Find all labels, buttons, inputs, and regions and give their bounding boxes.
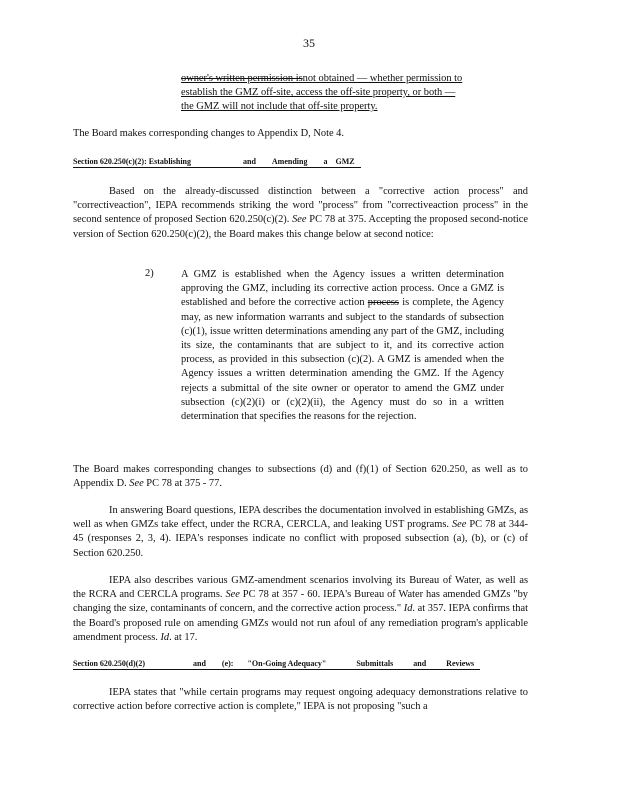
citation-see: See: [292, 214, 307, 226]
citation-id: Id: [160, 631, 170, 643]
heading-word-e: (e):: [221, 659, 234, 668]
citation-id: Id: [403, 603, 413, 615]
heading-word-gmz: GMZ: [335, 157, 355, 166]
heading-word-submittals: Submittals: [356, 659, 394, 668]
citation-see: See: [451, 519, 467, 531]
section-heading-620-250-d-2: [73, 659, 480, 670]
carryover-rule-text: [181, 72, 504, 115]
carryover-line-1: [181, 72, 504, 86]
heading-word-reviews: Reviews: [446, 659, 475, 668]
paragraph-iepa-states: IEPA states that "while certain programs may request ongoing adequacy demonstrations relative to corrective action before corrective action is complete," IEPA is not proposing "such a: [73, 687, 528, 713]
heading-word-amending: Amending: [271, 157, 308, 166]
struck-word-process: process: [367, 297, 399, 309]
citation-see: See: [129, 478, 144, 490]
heading-section: Section 620.250(d)(2): [73, 659, 145, 668]
heading-word-a: a: [323, 157, 328, 166]
paragraph-iepa-describes: IEPA also describes various GMZ-amendment scenarios involving its Bureau of Water, as well as the RCRA and CERCLA programs. See PC 78 at 357 - 60. IEPA's Bureau of Water has amended GMZs "by changing the size, contaminants of concern, and the corrective action process." Id. at 357. IEPA confirms that the Board's proposed rule on amending GMZs would not run afoul of any remediation program's applicable amendment process. Id. at 17.: [73, 575, 528, 643]
section-heading-620-250-c-2: [73, 157, 361, 168]
paragraph-answering-questions: In answering Board questions, IEPA describes the documentation involved in establishing GMZs, as well as when GMZs take effect, under the RCRA, CERCLA, and leaking UST programs. See PC 78 at 344-45 (responses 2, 3, 4). IEPA's responses indicate no conflict with proposed subsection (a), (b), or (c) of Section 620.250.: [73, 505, 528, 559]
list-item-rule-text: A GMZ is established when the Agency issues a written determination approving the GMZ, including its corrective action process. Once a GMZ is established and before the corrective action process is complete, the Agency may, as new information warrants and subject to the standards of subsection (c)(1), issue written determinations amending any part of the GMZ, including its size, the contaminants that are subject to it, and its corrective action process, as provided in this subsection (c)(2). A GMZ is amended when the Agency issues a written determination amending the GMZ. If the Agency rejects a submittal of the site owner or operator to amend the GMZ under subsection (c)(2)(i) or (c)(2)(ii), the Agency must do so in a written determination that specifies the reasons for the rejection.: [181, 269, 504, 423]
paragraph-based-on-distinction: Based on the already-discussed distinction between a "corrective action process" and "correctiveaction", IEPA recommends striking the word "process" from "correctiveaction process" in the second sentence of proposed Section 620.250(c)(2). See PC 78 at 375. Accepting the proposed second-notice version of Section 620.250(c)(2), the Board makes this change below at second notice:: [73, 186, 528, 240]
heading-section: Section 620.250(c)(2): Establishing: [73, 157, 191, 166]
heading-title: "On-Going Adequacy": [247, 659, 327, 668]
carryover-line-3: the GMZ will not include that off-site property.: [181, 101, 378, 113]
carryover-text: not obtained — whether permission to: [302, 73, 463, 84]
paragraph-board-appendix-note: The Board makes corresponding changes to Appendix D, Note 4.: [73, 128, 344, 139]
list-item-number: 2): [145, 268, 154, 279]
carryover-struck-text: owner's written permission is: [181, 73, 303, 84]
carryover-line-2: establish the GMZ off-site, access the off-site property, or both —: [181, 87, 456, 99]
heading-word-and: and: [193, 659, 206, 668]
citation-see: See: [225, 589, 240, 601]
heading-word-and: and: [243, 157, 256, 166]
page-number: 35: [303, 36, 315, 50]
heading-word-and-2: and: [413, 659, 427, 668]
paragraph-board-subsections: The Board makes corresponding changes to subsections (d) and (f)(1) of Section 620.250, as well as to Appendix D. See PC 78 at 375 - 77.: [73, 464, 528, 490]
